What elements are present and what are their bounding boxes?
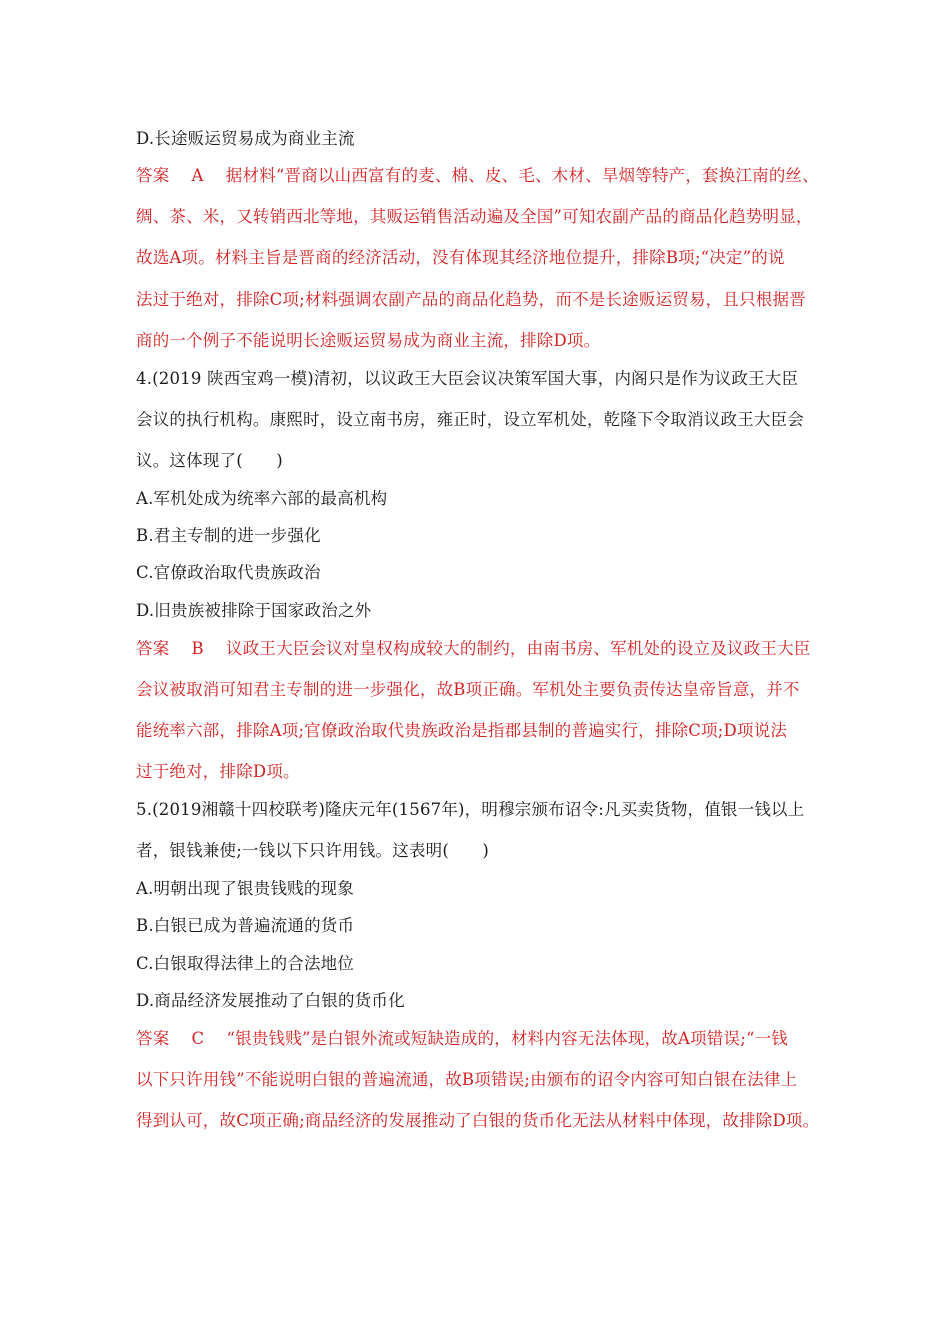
q3-answer-line-1: 答案 A 据材料“晋商以山西富有的麦、棉、皮、毛、木材、旱烟等特产，套换江南的丝、	[136, 166, 819, 185]
q5-answer-line-3: 得到认可，故C项正确;商品经济的发展推动了白银的货币化无法从材料中体现，故排除D项。	[136, 1111, 820, 1130]
q5-option-b: B.白银已成为普遍流通的货币	[136, 916, 355, 935]
q3-answer-line-3: 故选A项。材料主旨是晋商的经济活动，没有体现其经济地位提升，排除B项;“决定”的说	[136, 248, 785, 267]
q4-stem-line-1: 4.(2019 陕西宝鸡一模)清初，以议政王大臣会议决策军国大事，内阁只是作为议政王大臣	[136, 369, 799, 388]
q5-option-d: D.商品经济发展推动了白银的货币化	[136, 991, 405, 1010]
q3-answer-line-2: 绸、茶、米，又转销西北等地，其贩运销售活动遍及全国”可知农副产品的商品化趋势明显，	[136, 207, 813, 226]
q5-answer-line-1: 答案 C “银贵钱贱”是白银外流或短缺造成的，材料内容无法体现，故A项错误;“一钱	[136, 1029, 788, 1048]
q4-option-d: D.旧贵族被排除于国家政治之外	[136, 601, 372, 620]
q4-answer-line-2: 会议被取消可知君主专制的进一步强化，故B项正确。军机处主要负责传达皇帝旨意，并不	[136, 680, 800, 699]
q5-stem-line-2: 者，银钱兼使;一钱以下只许用钱。这表明( )	[136, 841, 490, 860]
q5-option-a: A.明朝出现了银贵钱贱的现象	[136, 879, 354, 898]
q4-stem-line-3: 议。这体现了( )	[136, 451, 283, 470]
q4-option-c: C.官僚政治取代贵族政治	[136, 563, 321, 582]
q4-option-b: B.君主专制的进一步强化	[136, 526, 321, 545]
q3-answer-line-5: 商的一个例子不能说明长途贩运贸易成为商业主流，排除D项。	[136, 331, 601, 350]
q4-answer-line-1: 答案 B 议政王大臣会议对皇权构成较大的制约，由南书房、军机处的设立及议政王大臣	[136, 639, 811, 658]
q4-option-a: A.军机处成为统率六部的最高机构	[136, 489, 388, 508]
q3-option-d: D.长途贩运贸易成为商业主流	[136, 129, 355, 148]
q5-stem-line-1: 5.(2019湘赣十四校联考)隆庆元年(1567年)，明穆宗颁布诏令:凡买卖货物，值银一钱以上	[136, 800, 805, 819]
q4-stem-line-2: 会议的执行机构。康熙时，设立南书房，雍正时，设立军机处，乾隆下令取消议政王大臣会	[136, 410, 804, 429]
q4-answer-line-4: 过于绝对，排除D项。	[136, 762, 300, 781]
q5-answer-line-2: 以下只许用钱”不能说明白银的普遍流通，故B项错误;由颁布的诏令内容可知白银在法律上	[136, 1070, 798, 1089]
q4-answer-line-3: 能统率六部，排除A项;官僚政治取代贵族政治是指郡县制的普遍实行，排除C项;D项说法	[136, 721, 788, 740]
q3-answer-line-4: 法过于绝对，排除C项;材料强调农副产品的商品化趋势，而不是长途贩运贸易，且只根据晋	[136, 290, 806, 309]
q5-option-c: C.白银取得法律上的合法地位	[136, 954, 355, 973]
